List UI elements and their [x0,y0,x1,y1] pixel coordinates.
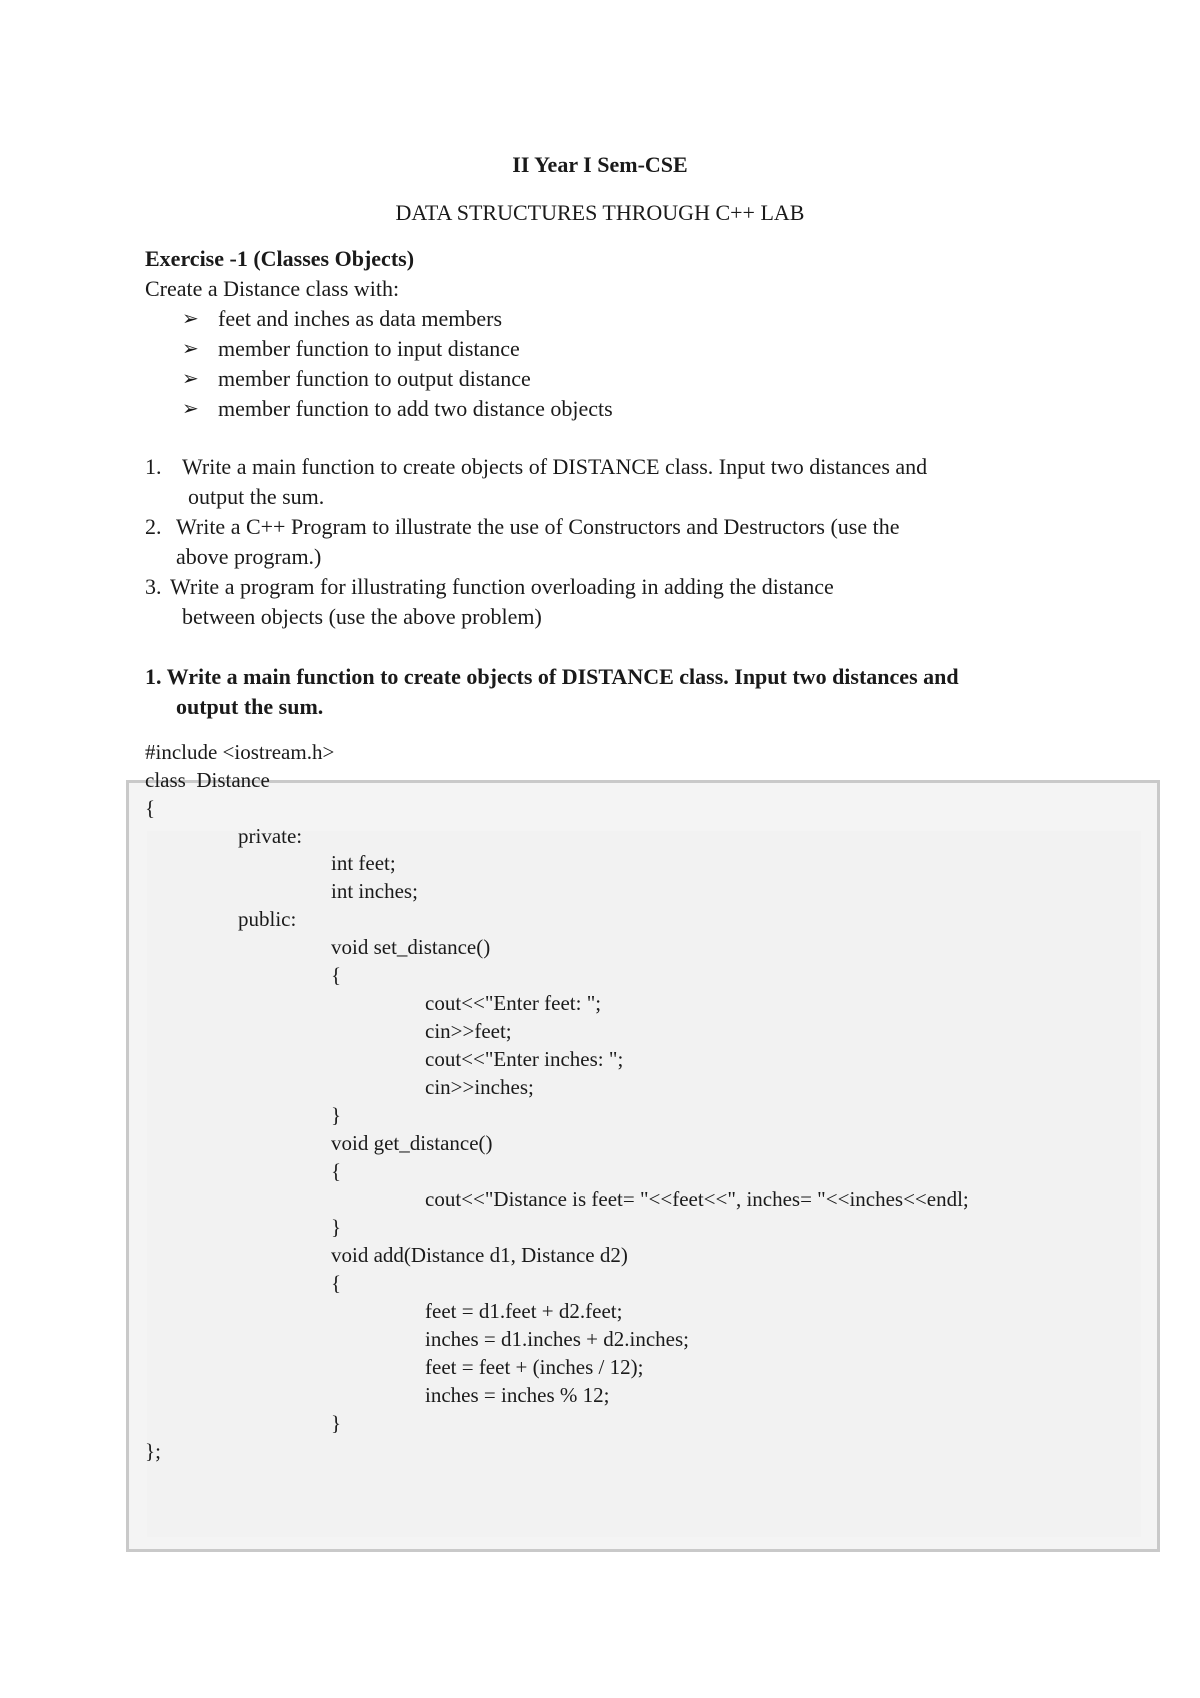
code-line: cin>>feet; [425,1019,512,1043]
code-block-inner [147,831,1141,1537]
code-line: { [331,963,342,987]
bullet-text: member function to input distance [218,336,520,361]
code-line: } [331,1411,342,1435]
arrowhead-bullet-icon: ➢ [182,308,199,330]
code-line: inches = d1.inches + d2.inches; [425,1327,689,1351]
task-text-continued: between objects (use the above problem) [182,604,542,629]
task-text: Write a main function to create objects of DISTANCE class. Input two distances and [182,454,928,479]
code-line: }; [145,1439,161,1463]
code-line: void add(Distance d1, Distance d2) [331,1243,628,1267]
task-text: Write a C++ Program to illustrate the use of Constructors and Destructors (use the [176,514,900,539]
arrowhead-bullet-icon: ➢ [182,368,199,390]
code-block [126,780,1160,1552]
code-line: feet = feet + (inches / 12); [425,1355,644,1379]
bullet-text: feet and inches as data members [218,306,503,331]
code-line: private: [238,824,303,848]
code-line: { [145,796,156,820]
task-text-continued: output the sum. [188,484,325,509]
arrowhead-bullet-icon: ➢ [182,338,199,360]
code-line: int inches; [331,879,418,903]
code-line: void get_distance() [331,1131,493,1155]
code-line: public: [238,907,297,931]
code-line: } [331,1103,342,1127]
code-line: void set_distance() [331,935,491,959]
bullet-text: member function to add two distance objects [218,396,613,421]
section-heading: 1. Write a main function to create objects of DISTANCE class. Input two distances and [145,664,959,689]
code-line: cout<<"Distance is feet= "<<feet<<", inches= "<<inches<<endl; [425,1187,969,1211]
code-line: cout<<"Enter inches: "; [425,1047,624,1071]
lab-title-heading [0,200,1200,226]
task-number: 3. [145,574,162,599]
code-line: { [331,1271,342,1295]
task-number: 1. [145,454,162,479]
exercise-intro: Create a Distance class with: [145,276,400,301]
code-line: feet = d1.feet + d2.feet; [425,1299,623,1323]
code-line: inches = inches % 12; [425,1383,610,1407]
code-line: class Distance [145,768,270,792]
bullet-text: member function to output distance [218,366,531,391]
task-text-continued: above program.) [176,544,322,569]
year-sem-heading: II Year I Sem-CSE [512,152,688,177]
code-line: cout<<"Enter feet: "; [425,991,602,1015]
task-text: Write a program for illustrating function overloading in adding the distance [170,574,834,599]
code-line: int feet; [331,851,396,875]
exercise-title: Exercise -1 (Classes Objects) [145,246,415,271]
task-number: 2. [145,514,162,539]
lab-title-text: DATA STRUCTURES THROUGH C++ LAB [395,200,805,225]
code-line: cin>>inches; [425,1075,534,1099]
code-line: } [331,1215,342,1239]
arrowhead-bullet-icon: ➢ [182,398,199,420]
code-line: { [331,1159,342,1183]
code-line: #include <iostream.h> [145,740,335,764]
section-heading-continued: output the sum. [176,694,324,719]
